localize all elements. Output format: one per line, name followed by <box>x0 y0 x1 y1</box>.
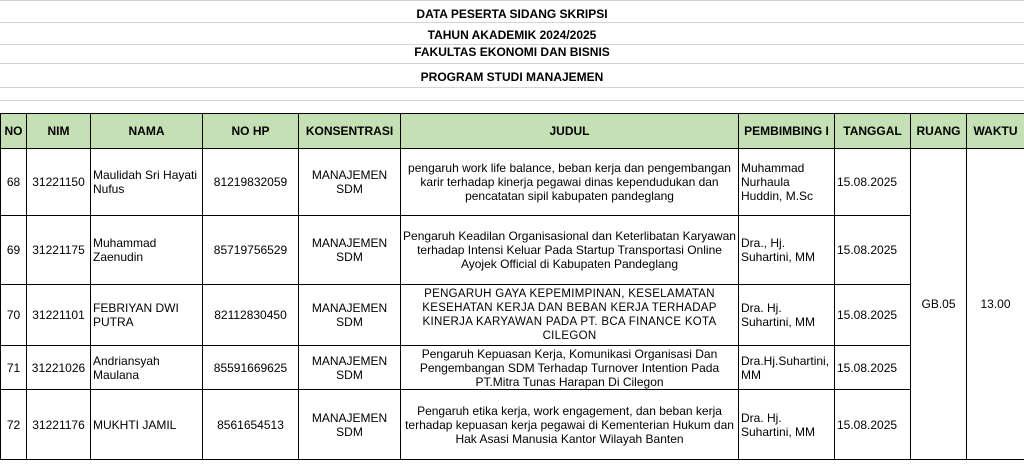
cell-nim[interactable]: 31221150 <box>27 149 91 216</box>
gridline <box>0 0 1024 1</box>
cell-tanggal[interactable]: 15.08.2025 <box>835 149 911 216</box>
cell-judul[interactable]: Pengaruh Keadilan Organisasional dan Keterlibatan Karyawan terhadap Intensi Keluar Pada Startup Transportasi Online Ayojek Official di Kabupaten Pandeglang <box>401 216 739 285</box>
col-header-nama[interactable]: NAMA <box>91 114 203 149</box>
cell-konsentrasi[interactable]: MANAJEMEN SDM <box>299 285 401 346</box>
cell-nim[interactable]: 31221175 <box>27 216 91 285</box>
cell-judul[interactable]: pengaruh work life balance, beban kerja dan pengembangan karir terhadap kinerja pegawai dinas kependudukan dan pencatatan sipil kabupaten pandeglang <box>401 149 739 216</box>
table-row <box>1 149 1024 216</box>
cell-tanggal[interactable]: 15.08.2025 <box>835 285 911 346</box>
cell-tanggal[interactable]: 15.08.2025 <box>835 216 911 285</box>
cell-hp[interactable]: 85591669625 <box>203 346 299 390</box>
cell-no[interactable]: 69 <box>1 216 27 285</box>
col-header-pembimbing[interactable]: PEMBIMBING I <box>739 114 835 149</box>
cell-judul[interactable]: Pengaruh etika kerja, work engagement, dan beban kerja terhadap kepuasan kerja pegawai di Kementerian Hukum dan Hak Asasi Manusia Kantor Wilayah Banten <box>401 390 739 460</box>
col-header-no-hp[interactable]: NO HP <box>203 114 299 149</box>
gridline <box>0 100 1024 101</box>
header-row <box>1 114 1024 149</box>
cell-hp[interactable]: 85719756529 <box>203 216 299 285</box>
participants-table <box>0 113 1024 460</box>
cell-konsentrasi[interactable]: MANAJEMEN SDM <box>299 346 401 390</box>
col-header-no[interactable]: NO <box>1 114 27 149</box>
cell-konsentrasi[interactable]: MANAJEMEN SDM <box>299 216 401 285</box>
gridline <box>0 22 1024 23</box>
col-header-tanggal[interactable]: TANGGAL <box>835 114 911 149</box>
table-row <box>1 390 1024 460</box>
cell-ruang[interactable]: GB.05 <box>911 149 967 460</box>
cell-hp[interactable]: 8561654513 <box>203 390 299 460</box>
cell-nim[interactable]: 31221176 <box>27 390 91 460</box>
cell-nim[interactable]: 31221026 <box>27 346 91 390</box>
cell-hp[interactable]: 81219832059 <box>203 149 299 216</box>
cell-konsentrasi[interactable]: MANAJEMEN SDM <box>299 149 401 216</box>
cell-konsentrasi[interactable]: MANAJEMEN SDM <box>299 390 401 460</box>
table-row <box>1 216 1024 285</box>
col-header-ruang[interactable]: RUANG <box>911 114 967 149</box>
col-header-nim[interactable]: NIM <box>27 114 91 149</box>
cell-nama[interactable]: Andriansyah Maulana <box>91 346 203 390</box>
cell-hp[interactable]: 82112830450 <box>203 285 299 346</box>
title-line-1: DATA PESERTA SIDANG SKRIPSI <box>416 7 608 21</box>
cell-nama[interactable]: Maulidah Sri Hayati Nufus <box>91 149 203 216</box>
cell-nama[interactable]: Muhammad Zaenudin <box>91 216 203 285</box>
gridline <box>0 63 1024 64</box>
cell-judul[interactable]: Pengaruh Kepuasan Kerja, Komunikasi Organisasi Dan Pengembangan SDM Terhadap Turnover Intention Pada PT.Mitra Tunas Harapan Di Cilegon <box>401 346 739 390</box>
cell-no[interactable]: 71 <box>1 346 27 390</box>
cell-no[interactable]: 70 <box>1 285 27 346</box>
cell-pembimbing[interactable]: Dra. Hj. Suhartini, MM <box>739 285 835 346</box>
cell-nama[interactable]: FEBRIYAN DWI PUTRA <box>91 285 203 346</box>
table-row <box>1 346 1024 390</box>
cell-nama[interactable]: MUKHTI JAMIL <box>91 390 203 460</box>
cell-nim[interactable]: 31221101 <box>27 285 91 346</box>
cell-tanggal[interactable]: 15.08.2025 <box>835 346 911 390</box>
title-line-3: FAKULTAS EKONOMI DAN BISNIS <box>414 45 610 59</box>
cell-tanggal[interactable]: 15.08.2025 <box>835 390 911 460</box>
cell-pembimbing[interactable]: Muhammad Nurhaula Huddin, M.Sc <box>739 149 835 216</box>
cell-pembimbing[interactable]: Dra.Hj.Suhartini, MM <box>739 346 835 390</box>
gridline <box>0 87 1024 88</box>
cell-no[interactable]: 72 <box>1 390 27 460</box>
cell-no[interactable]: 68 <box>1 149 27 216</box>
cell-waktu[interactable]: 13.00 <box>967 149 1024 460</box>
col-header-waktu[interactable]: WAKTU <box>967 114 1024 149</box>
table-row <box>1 285 1024 346</box>
col-header-konsentrasi[interactable]: KONSENTRASI <box>299 114 401 149</box>
cell-pembimbing[interactable]: Dra. Hj. Suhartini, MM <box>739 390 835 460</box>
title-line-2: TAHUN AKADEMIK 2024/2025 <box>427 28 597 42</box>
title-line-4: PROGRAM STUDI MANAJEMEN <box>420 70 604 84</box>
col-header-judul[interactable]: JUDUL <box>401 114 739 149</box>
cell-judul[interactable]: PENGARUH GAYA KEPEMIMPINAN, KESELAMATAN KESEHATAN KERJA DAN BEBAN KERJA TERHADAP KINERJA KARYAWAN PADA PT. BCA FINANCE KOTA CILEGON <box>401 285 739 346</box>
cell-pembimbing[interactable]: Dra., Hj. Suhartini, MM <box>739 216 835 285</box>
